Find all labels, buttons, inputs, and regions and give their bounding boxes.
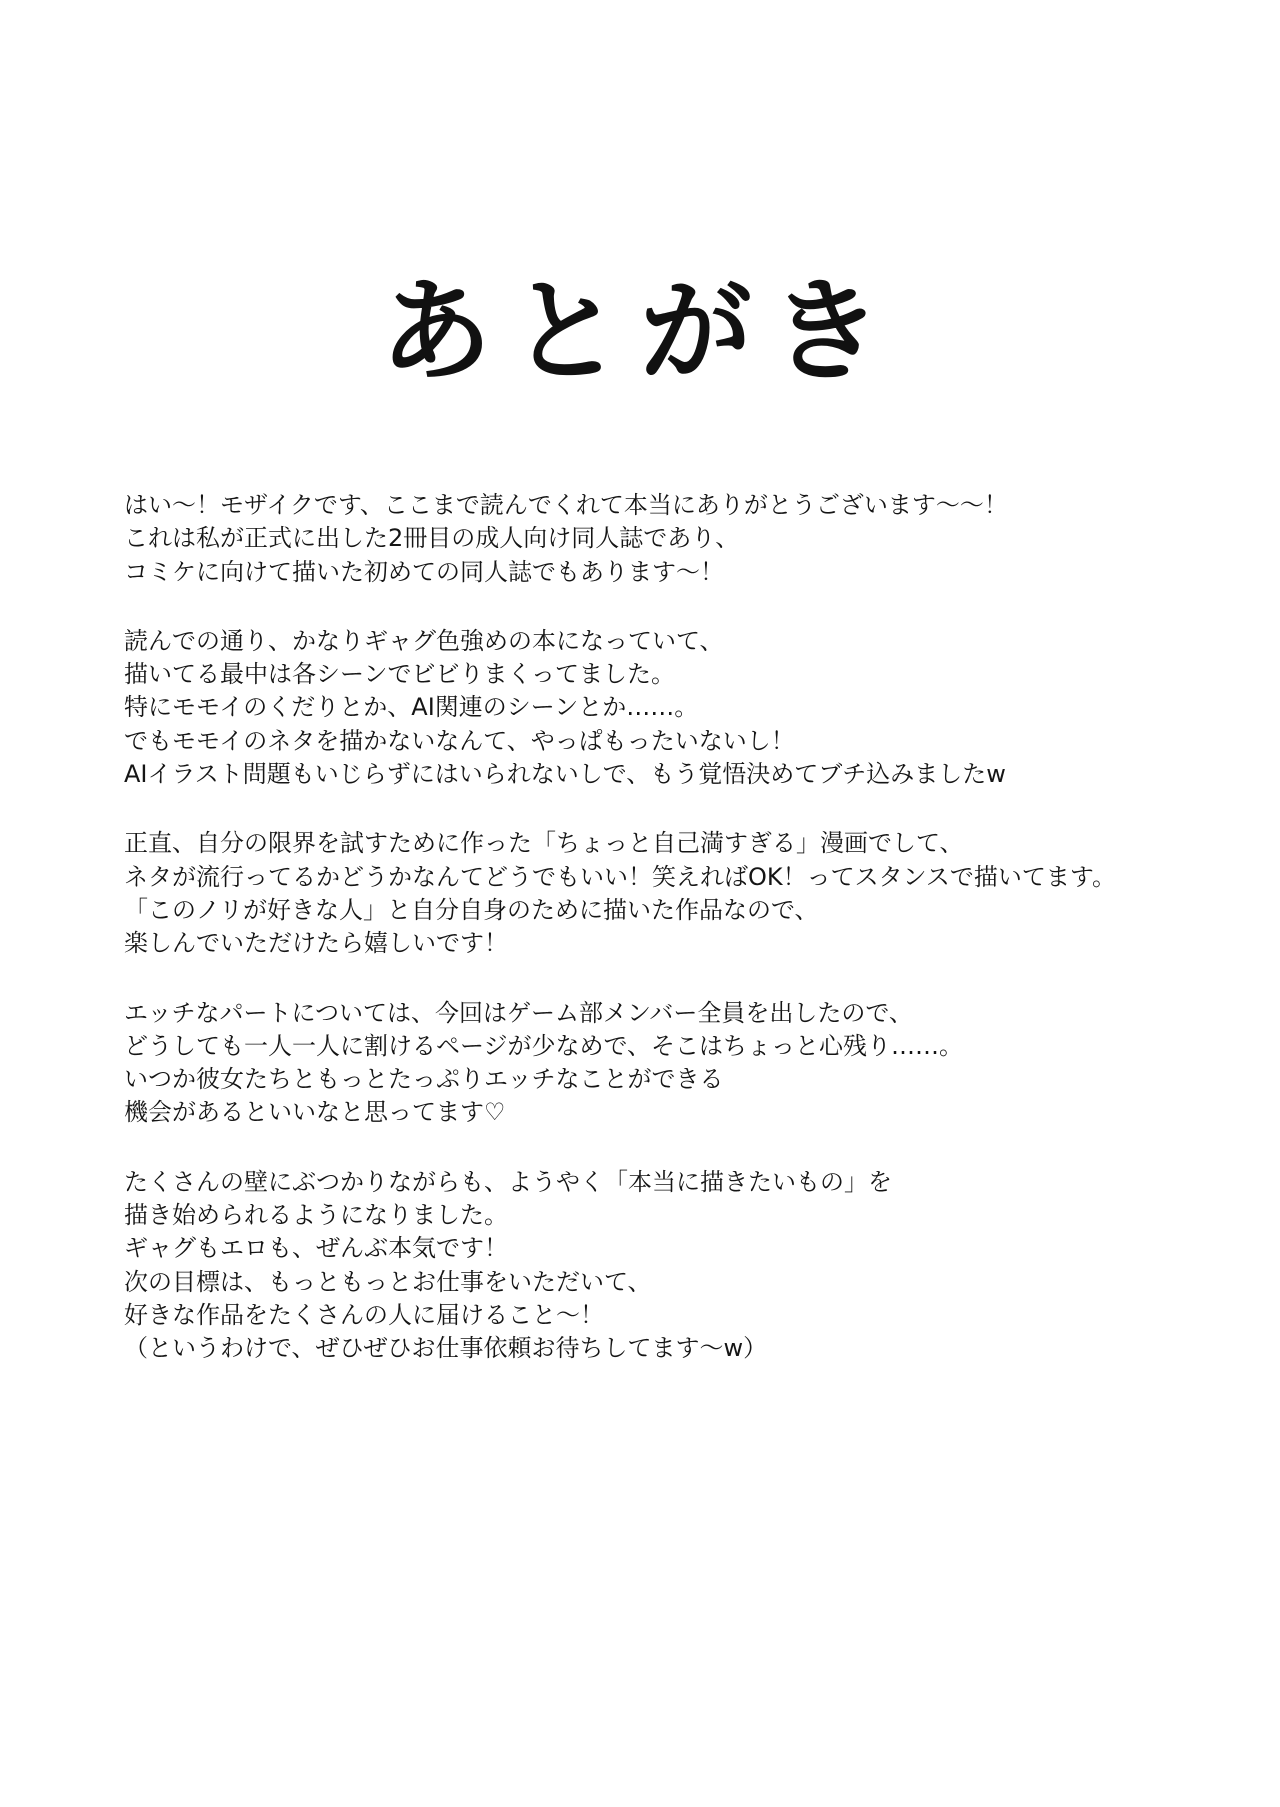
text-line: 楽しんでいただけたら嬉しいです！ (124, 929, 508, 958)
text-line: （というわけで、ぜひぜひお仕事依頼お待ちしてます〜w） (124, 1334, 768, 1363)
paragraph-regrets (124, 997, 1254, 1130)
text-line: コミケに向けて描いた初めての同人誌でもあります〜！ (124, 557, 724, 586)
text-line: でもモモイのネタを描かないなんて、やっぱもったいないし！ (124, 726, 795, 755)
text-line: 正直、自分の限界を試すために作った「ちょっと自己満すぎる」漫画でして、 (124, 829, 964, 858)
text-line: 特にモモイのくだりとか、AI関連のシーンとか……。 (124, 693, 699, 722)
text-line: 好きな作品をたくさんの人に届けること〜！ (124, 1300, 604, 1329)
text-line: どうしても一人一人に割けるページが少なめで、そこはちょっと心残り……。 (124, 1031, 964, 1060)
text-line: これは私が正式に出した2冊目の成人向け同人誌であり、 (124, 524, 740, 553)
page-title: あとがき (380, 267, 900, 397)
text-line: いつか彼女たちともっとたっぷりエッチなことができる (124, 1065, 724, 1094)
text-line: 描き始められるようになりました。 (124, 1201, 508, 1230)
paragraph-greeting (124, 489, 1254, 589)
paragraph-goals (124, 1166, 1254, 1366)
afterword-body (124, 489, 1254, 1402)
paragraph-gag-content (124, 625, 1254, 791)
text-line: 機会があるといいなと思ってます♡ (124, 1098, 506, 1127)
text-line: 描いてる最中は各シーンでビビりまくってました。 (124, 660, 676, 689)
text-line: たくさんの壁にぶつかりながらも、ようやく「本当に描きたいもの」を (124, 1167, 892, 1196)
text-line: ネタが流行ってるかどうかなんてどうでもいい！笑えればOK！ってスタンスで描いてます。 (124, 862, 1116, 891)
paragraph-honesty (124, 827, 1254, 960)
text-line: エッチなパートについては、今回はゲーム部メンバー全員を出したので、 (124, 998, 913, 1027)
text-line: 読んでの通り、かなりギャグ色強めの本になっていて、 (124, 626, 724, 655)
text-line: 次の目標は、もっともっとお仕事をいただいて、 (124, 1267, 652, 1296)
text-line: 「このノリが好きな人」と自分自身のために描いた作品なので、 (124, 895, 819, 924)
text-line: AIイラスト問題もいじらずにはいられないしで、もう覚悟決めてブチ込みましたw (124, 760, 1006, 789)
text-line: ギャグもエロも、ぜんぶ本気です！ (124, 1234, 508, 1263)
text-line: はい〜！モザイクです、ここまで読んでくれて本当にありがとうございます〜〜！ (124, 491, 1008, 519)
